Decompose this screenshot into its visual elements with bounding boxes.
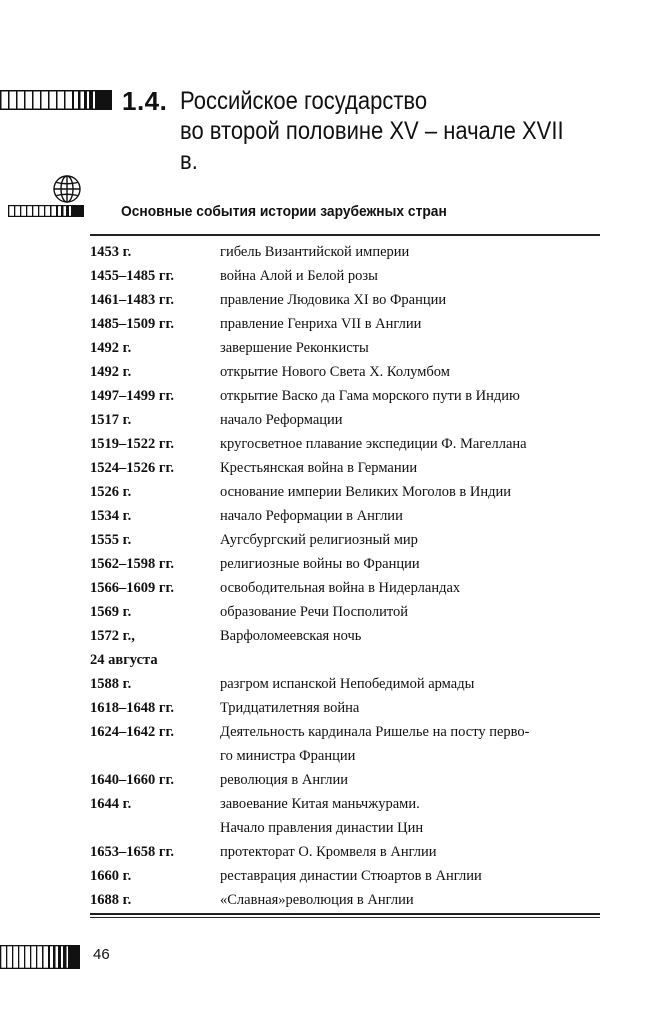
event-row xyxy=(90,384,600,408)
event-row xyxy=(90,672,600,696)
event-description: война Алой и Белой розы xyxy=(220,268,378,284)
event-row xyxy=(90,528,600,552)
event-description: правление Генриха VII в Англии xyxy=(220,316,422,332)
event-description: революция в Англии xyxy=(220,772,349,788)
bottom-divider xyxy=(90,913,600,915)
event-row xyxy=(90,792,600,840)
event-description: религиозные войны во Франции xyxy=(220,556,420,572)
event-date: 1461–1483 гг. xyxy=(90,292,175,308)
event-date: 1660 г. xyxy=(90,868,132,884)
event-date: 1588 г. xyxy=(90,676,132,692)
footer-barcode-decoration xyxy=(0,945,80,969)
event-date: 1618–1648 гг. xyxy=(90,700,175,716)
event-description: открытие Васко да Гама морского пути в Индию xyxy=(220,388,520,404)
event-row xyxy=(90,336,600,360)
globe-icon xyxy=(52,174,82,204)
event-description: завоевание Китая маньчжурами. Начало правления династии Цин xyxy=(220,796,424,836)
event-description: кругосветное плавание экспедиции Ф. Магеллана xyxy=(220,436,527,452)
event-row xyxy=(90,240,600,264)
event-row xyxy=(90,864,600,888)
event-row xyxy=(90,480,600,504)
section-barcode-decoration xyxy=(8,205,84,217)
event-date: 1624–1642 гг. xyxy=(90,724,175,740)
event-description: освободительная война в Нидерландах xyxy=(220,580,461,596)
event-date: 1485–1509 гг. xyxy=(90,316,175,332)
event-row xyxy=(90,600,600,624)
event-date: 1562–1598 гг. xyxy=(90,556,175,572)
event-description: гибель Византийской империи xyxy=(220,244,410,260)
event-row xyxy=(90,312,600,336)
event-date: 1453 г. xyxy=(90,244,132,260)
events-table xyxy=(90,240,600,912)
event-description: завершение Реконкисты xyxy=(220,340,369,356)
event-row xyxy=(90,504,600,528)
event-row xyxy=(90,408,600,432)
event-date: 1519–1522 гг. xyxy=(90,436,175,452)
event-description: открытие Нового Света Х. Колумбом xyxy=(220,364,450,380)
top-divider xyxy=(90,234,600,236)
event-description: Варфоломеевская ночь xyxy=(220,628,362,644)
event-row xyxy=(90,456,600,480)
event-row xyxy=(90,288,600,312)
event-row xyxy=(90,576,600,600)
event-date: 1526 г. xyxy=(90,484,132,500)
header-barcode-decoration xyxy=(0,90,112,110)
event-date: 1492 г. xyxy=(90,364,132,380)
event-row xyxy=(90,552,600,576)
chapter-number: 1.4. xyxy=(122,86,168,116)
event-date: 1688 г. xyxy=(90,892,132,908)
bottom-divider-thin xyxy=(90,917,600,918)
event-description: начало Реформации xyxy=(220,412,343,428)
event-row xyxy=(90,768,600,792)
event-description: основание империи Великих Моголов в Индии xyxy=(220,484,512,500)
event-date: 1555 г. xyxy=(90,532,132,548)
event-description: Деятельность кардинала Ришелье на посту перво- го министра Франции xyxy=(220,724,530,764)
event-date: 1569 г. xyxy=(90,604,132,620)
event-row xyxy=(90,360,600,384)
event-row xyxy=(90,696,600,720)
event-description: начало Реформации в Англии xyxy=(220,508,403,524)
event-description: «Славная»революция в Англии xyxy=(220,892,414,908)
event-description: разгром испанской Непобедимой армады xyxy=(220,676,475,692)
chapter-title: Российское государство во второй половине XV – начале XVII в. xyxy=(180,87,564,175)
event-date: 1644 г. xyxy=(90,796,132,812)
event-date: 1455–1485 гг. xyxy=(90,268,175,284)
event-description: реставрация династии Стюартов в Англии xyxy=(220,868,482,884)
event-date: 1572 г., 24 августа xyxy=(90,628,158,668)
event-description: правление Людовика XI во Франции xyxy=(220,292,447,308)
event-row xyxy=(90,264,600,288)
event-date: 1534 г. xyxy=(90,508,132,524)
section-title: Основные события истории зарубежных стран xyxy=(121,203,447,220)
event-description: образование Речи Посполитой xyxy=(220,604,408,620)
event-date: 1653–1658 гг. xyxy=(90,844,175,860)
event-row xyxy=(90,720,600,768)
event-date: 1492 г. xyxy=(90,340,132,356)
event-description: Тридцатилетняя война xyxy=(220,700,360,716)
event-date: 1566–1609 гг. xyxy=(90,580,175,596)
event-description: протекторат О. Кромвеля в Англии xyxy=(220,844,437,860)
event-description: Крестьянская война в Германии xyxy=(220,460,418,476)
event-date: 1517 г. xyxy=(90,412,132,428)
event-row xyxy=(90,840,600,864)
event-date: 1497–1499 гг. xyxy=(90,388,175,404)
event-row xyxy=(90,624,600,672)
event-row xyxy=(90,888,600,912)
event-date: 1640–1660 гг. xyxy=(90,772,175,788)
event-description: Аугсбургский религиозный мир xyxy=(220,532,418,548)
page-number: 46 xyxy=(93,946,110,963)
event-row xyxy=(90,432,600,456)
event-date: 1524–1526 гг. xyxy=(90,460,175,476)
